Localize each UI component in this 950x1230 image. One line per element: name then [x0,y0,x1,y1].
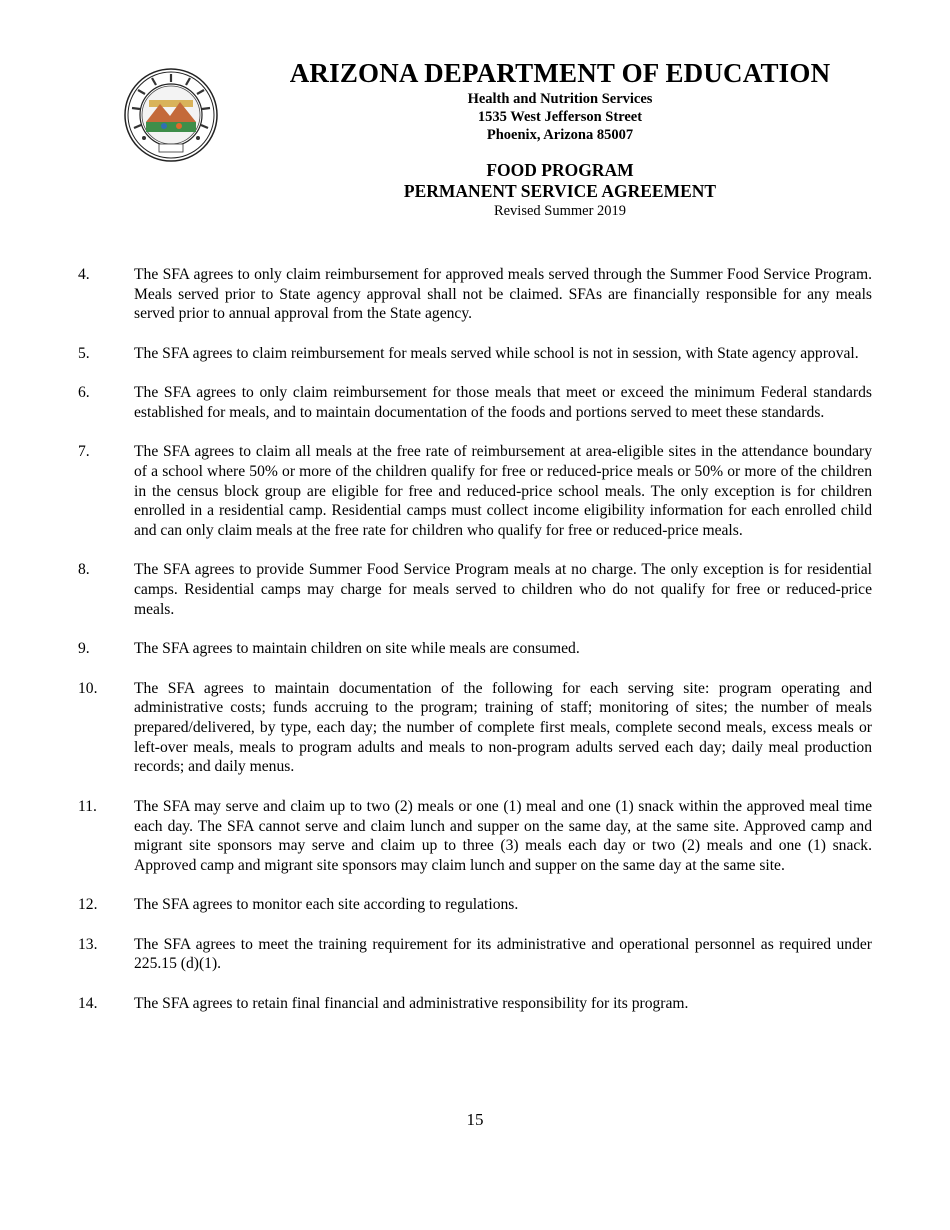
item-text: The SFA agrees to provide Summer Food Service Program meals at no charge. The only exception is for residential camps. Residential camps may charge for meals served to children who do not qualify for free or reduced-price meals. [134,561,872,618]
item-text: The SFA agrees to maintain documentation of the following for each serving site: program operating and administrative costs; funds accruing to the program; training of staff; monitoring of sites; the number of meals prepared/delivered, by type, each day; the number of complete first meals, complete second meals, excess meals or left-over meals, meals to program adults and meals to non-program adults served each day; daily meal production records; and daily menus. [134,679,872,776]
street-address: 1535 West Jefferson Street [477,109,643,125]
item-number: 14. [78,994,98,1012]
list-item [78,895,872,915]
item-text: The SFA may serve and claim up to two (2) meals or one (1) meal and one (1) snack within the approved meal time each day. The SFA cannot serve and claim lunch and supper on the same day, at the same site. Approved camp and migrant site sponsors may serve and claim up to three (3) meals each day or two (2) meals and one (1) snack. Approved camp and migrant site sponsors may claim lunch and supper on the same day at the same site. [134,797,872,874]
item-text: The SFA agrees to only claim reimbursement for approved meals served through the Summer Food Service Program. Meals served prior to State agency approval shall not be claimed. SFAs are financially responsible for any meals served prior to annual approval from the State agency. [134,266,872,323]
division-name: Health and Nutrition Services [467,91,653,107]
list-item [78,265,872,324]
item-text: The SFA agrees to retain final financial and administrative responsibility for its program. [134,994,689,1012]
list-item [78,797,872,876]
program-title: FOOD PROGRAM [486,160,634,180]
item-text: The SFA agrees to monitor each site according to regulations. [134,896,519,914]
item-number: 9. [78,640,90,658]
list-item [78,994,872,1014]
item-number: 5. [78,344,90,362]
list-item [78,344,872,364]
item-number: 4. [78,266,90,283]
list-item [78,383,872,422]
item-number: 11. [78,797,97,815]
agreement-title: PERMANENT SERVICE AGREEMENT [403,181,717,201]
revision-date: Revised Summer 2019 [493,203,627,219]
list-item [78,560,872,619]
item-number: 6. [78,384,90,402]
list-item [78,639,872,659]
city-address: Phoenix, Arizona 85007 [486,127,634,143]
item-text: The SFA agrees to only claim reimbursement for those meals that meet or exceed the minimum Federal standards established for meals, and to maintain documentation of the foods and portions served to meet these standards. [134,384,872,421]
page-number: 15 [466,1110,484,1129]
letterhead [270,56,850,220]
department-title: ARIZONA DEPARTMENT OF EDUCATION [289,58,831,88]
item-text: The SFA agrees to maintain children on site while meals are consumed. [134,640,580,658]
item-number: 10. [78,679,98,697]
item-number: 7. [78,443,90,461]
item-number: 13. [78,935,98,953]
list-item [78,679,872,778]
item-text: The SFA agrees to meet the training requirement for its administrative and operational personnel as required under 225.15 (d)(1). [134,935,872,973]
list-item [78,935,872,974]
item-number: 8. [78,561,90,579]
agreement-items [78,265,872,1033]
item-text: The SFA agrees to claim all meals at the free rate of reimbursement at area-eligible sites in the attendance boundary of a school where 50% or more of the children qualify for free or reduced-price meals or 50% or more of the children in the census block group are eligible for free and reduced-price school meals. The only exception is for children enrolled in a residential camp. Residential camps must collect income eligibility information for each enrolled child and can only claim meals at the free rate for children who qualify for free or reduced-price meals. [134,443,872,540]
item-number: 12. [78,896,98,914]
item-text: The SFA agrees to claim reimbursement for meals served while school is not in session, with State agency approval. [134,344,859,362]
list-item [78,442,872,541]
state-seal-logo [124,68,218,162]
